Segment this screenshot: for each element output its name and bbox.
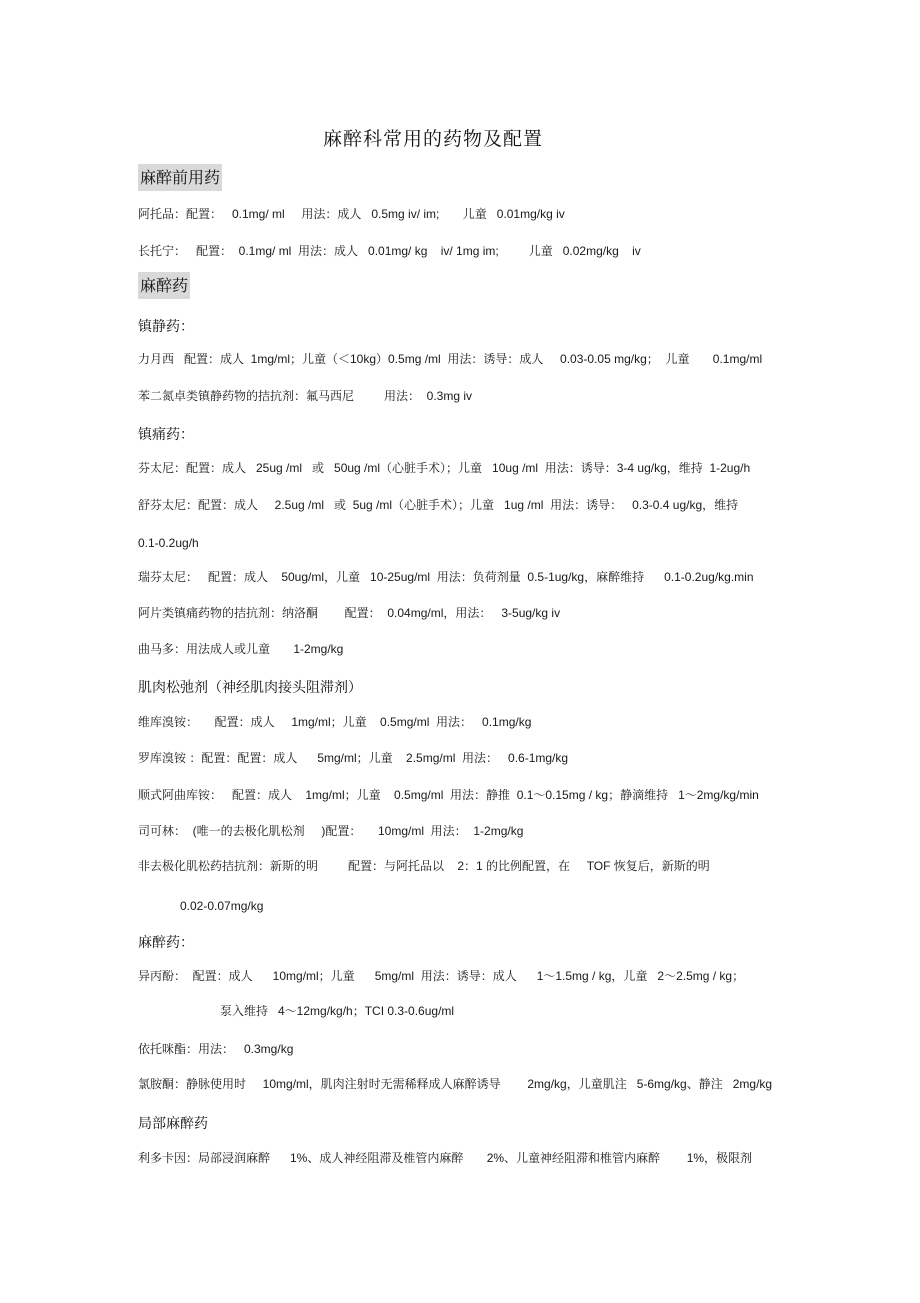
- subheading-analgesics: 镇痛药：: [138, 427, 194, 443]
- text-line-neostigmine-cont: 0.02-0.07mg/kg: [180, 899, 264, 913]
- text-line-rocuronium: 罗库溴铵 ：配置：配置：成人 5mg/ml；儿童 2.5mg/ml 用法： 0.6-1mg/kg: [138, 751, 569, 765]
- text-line-etomidate: 依托咪酯：用法： 0.3mg/kg: [138, 1042, 294, 1056]
- text-line-cisatracurium: 顺式阿曲库铵： 配置：成人 1mg/ml；儿童 0.5mg/ml 用法：静推 0.1～0.15mg / kg；静滴维持 1～2mg/kg/min: [138, 788, 759, 802]
- text-line-atropine: 阿托品：配置： 0.1mg/ ml 用法：成人 0.5mg iv/ im; 儿童 0.01mg/kg iv: [138, 207, 565, 221]
- text-line-naloxone: 阿片类镇痛药物的拮抗剂：纳洛酮 配置： 0.04mg/ml，用法： 3-5ug/kg iv: [138, 606, 561, 620]
- text-line-ketamine: 氯胺酮：静脉使用时 10mg/ml，肌肉注射时无需稀释成人麻醉诱导 2mg/kg，儿童肌注 5-6mg/kg、静注 2mg/kg: [138, 1077, 773, 1091]
- text-line-fentanyl: 芬太尼：配置：成人 25ug /ml 或 50ug /ml（心脏手术）；儿童 10ug /ml 用法：诱导：3-4 ug/kg，维持 1-2ug/h: [138, 461, 751, 475]
- page-title: 麻醉科常用的药物及配置: [322, 128, 543, 150]
- text-line-remifentanil: 瑞芬太尼： 配置：成人 50ug/ml，儿童 10-25ug/ml 用法：负荷剂量 0.5-1ug/kg，麻醉维持 0.1-0.2ug/kg.min: [138, 570, 754, 584]
- text-line-propofol: 异丙酚： 配置：成人 10mg/ml；儿童 5mg/ml 用法：诱导：成人 1～1.5mg / kg，儿童 2～2.5mg / kg；: [138, 969, 745, 983]
- subheading-local-anesthetics: 局部麻醉药: [138, 1116, 208, 1132]
- subheading-relaxants: 肌肉松弛剂（神经肌肉接头阻滞剂）: [138, 680, 362, 696]
- text-line-succinylcholine: 司可林： (唯一的去极化肌松剂 )配置： 10mg/ml 用法： 1-2mg/kg: [138, 824, 524, 838]
- text-line-propofol-cont: 泵入维持 4～12mg/kg/h；TCI 0.3-0.6ug/ml: [220, 1004, 455, 1018]
- text-line-midazolam: 力月西 配置：成人 1mg/ml；儿童（＜10kg）0.5mg /ml 用法：诱导：成人 0.03-0.05 mg/kg； 儿童 0.1mg/ml: [138, 352, 763, 366]
- text-line-lidocaine: 利多卡因：局部浸润麻醉 1%、成人神经阻滞及椎管内麻醉 2%、儿童神经阻滞和椎管内麻醉 1%，极限剂: [138, 1151, 753, 1165]
- text-line-vecuronium: 维库溴铵： 配置：成人 1mg/ml；儿童 0.5mg/ml 用法： 0.1mg/kg: [138, 715, 532, 729]
- section-heading-anesthetics: 麻醉药: [138, 272, 190, 299]
- subheading-anesthetics-2: 麻醉药：: [138, 935, 194, 951]
- text-line-flumazenil: 苯二氮卓类镇静药物的拮抗剂：氟马西尼 用法： 0.3mg iv: [138, 389, 473, 403]
- text-line-tramadol: 曲马多：用法成人或儿童 1-2mg/kg: [138, 642, 344, 656]
- section-heading-premed: 麻醉前用药: [138, 164, 222, 191]
- text-line-sufentanil-cont: 0.1-0.2ug/h: [138, 536, 199, 550]
- subheading-sedatives: 镇静药：: [138, 319, 194, 335]
- text-line-sufentanil: 舒芬太尼：配置：成人 2.5ug /ml 或 5ug /ml（心脏手术）；儿童 1ug /ml 用法：诱导： 0.3-0.4 ug/kg，维持: [138, 498, 739, 512]
- text-line-neostigmine: 非去极化肌松药拮抗剂：新斯的明 配置：与阿托品以 2：1 的比例配置，在 TOF 恢复后，新斯的明: [138, 859, 710, 873]
- text-line-changtuoning: 长托宁： 配置： 0.1mg/ ml 用法：成人 0.01mg/ kg iv/ 1mg im; 儿童 0.02mg/kg iv: [138, 244, 641, 258]
